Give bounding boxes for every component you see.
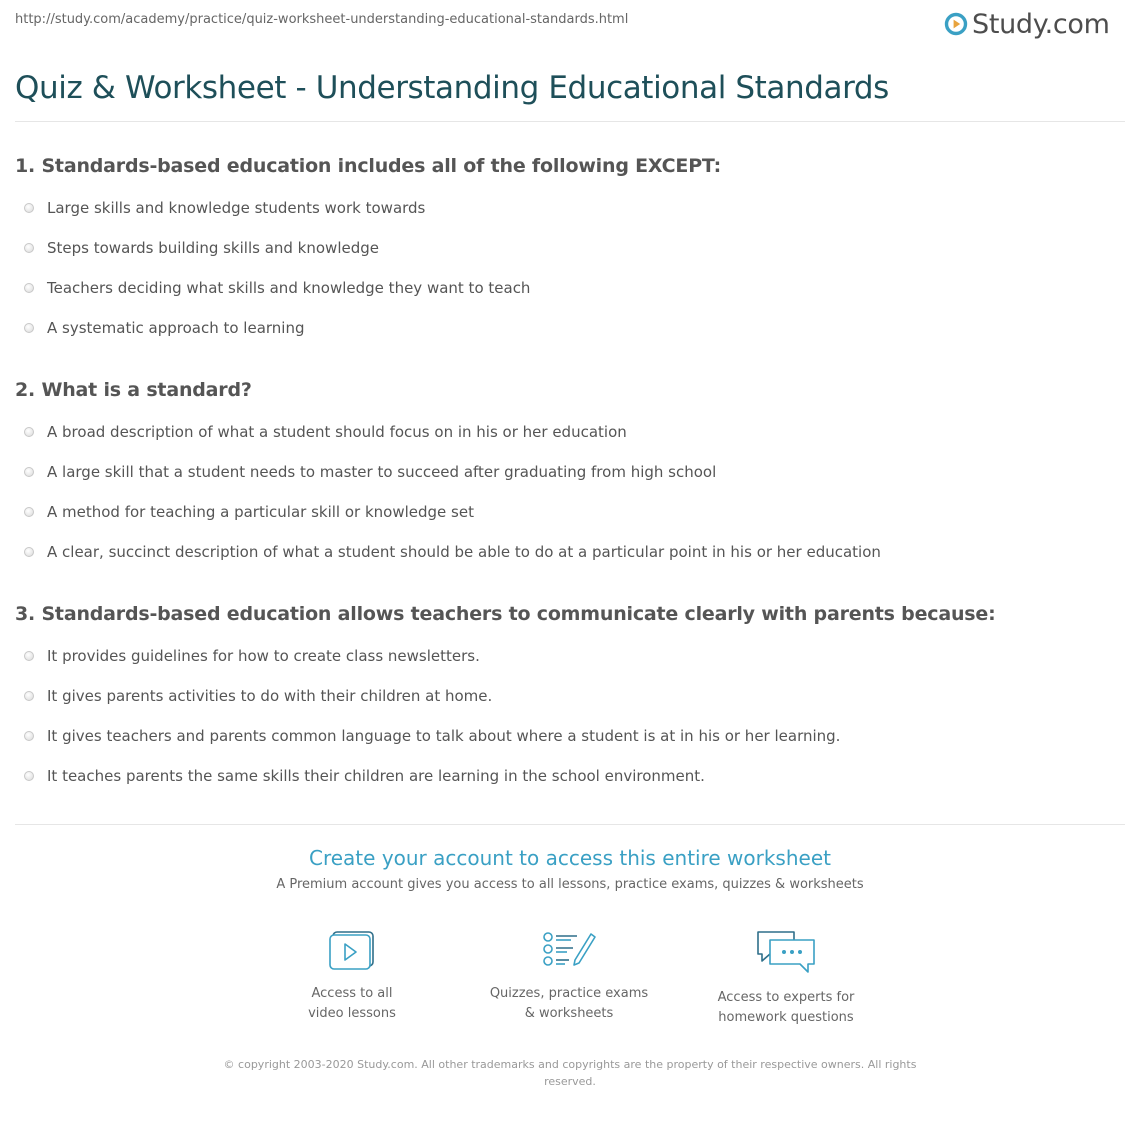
create-account-link[interactable]: Create your account to access this entire worksheet — [309, 846, 831, 870]
question-1-option-4[interactable] — [24, 317, 305, 339]
question-2-option-1[interactable] — [24, 421, 627, 443]
option-label: Steps towards building skills and knowledge — [47, 239, 379, 257]
radio-button[interactable] — [24, 547, 34, 557]
question-2-option-3[interactable] — [24, 501, 474, 523]
feature-label: Access to experts for homework questions — [717, 990, 855, 1025]
cta-subtitle: A Premium account gives you access to all lessons, practice exams, quizzes & worksheets — [276, 877, 864, 892]
feature-label: Access to all video lessons — [308, 986, 396, 1021]
question-3-option-2[interactable] — [24, 685, 492, 707]
feature-label: Quizzes, practice exams & worksheets — [489, 986, 649, 1021]
option-label: It teaches parents the same skills their children are learning in the school environment. — [47, 767, 705, 785]
question-3-option-3[interactable] — [24, 725, 840, 747]
option-label: A broad description of what a student should focus on in his or her education — [47, 423, 627, 441]
option-label: Teachers deciding what skills and knowledge they want to teach — [47, 279, 531, 297]
question-1-option-1[interactable] — [24, 197, 425, 219]
option-label: It gives teachers and parents common language to talk about where a student is at in his or her learning. — [47, 727, 841, 745]
logo-text: Study.com — [972, 8, 1110, 40]
option-label: A large skill that a student needs to master to succeed after graduating from high school — [47, 463, 717, 481]
play-circle-icon — [944, 12, 968, 36]
question-3-option-1[interactable] — [24, 645, 480, 667]
question-2-option-4[interactable] — [24, 541, 881, 563]
radio-button[interactable] — [24, 283, 34, 293]
question-3: 3. Standards-based education allows teachers to communicate clearly with parents because: — [15, 603, 996, 625]
option-label: A clear, succinct description of what a student should be able to do at a particular point in his or her education — [47, 543, 881, 561]
video-lesson-icon — [326, 928, 378, 972]
radio-button[interactable] — [24, 691, 34, 701]
question-3-option-4[interactable] — [24, 765, 705, 787]
page-url: http://study.com/academy/practice/quiz-worksheet-understanding-educational-standards.html — [15, 12, 629, 27]
quiz-checklist-icon — [539, 928, 599, 972]
page-title: Quiz & Worksheet - Understanding Educational Standards — [15, 70, 889, 106]
feature-experts — [686, 928, 886, 1028]
question-1-option-3[interactable] — [24, 277, 530, 299]
feature-quizzes — [469, 928, 669, 1024]
chat-bubbles-icon — [754, 928, 818, 976]
option-label: A systematic approach to learning — [47, 319, 305, 337]
question-2-option-2[interactable] — [24, 461, 716, 483]
radio-button[interactable] — [24, 323, 34, 333]
radio-button[interactable] — [24, 243, 34, 253]
radio-button[interactable] — [24, 507, 34, 517]
option-label: It provides guidelines for how to create class newsletters. — [47, 647, 480, 665]
option-label: A method for teaching a particular skill or knowledge set — [47, 503, 474, 521]
question-1: 1. Standards-based education includes all of the following EXCEPT: — [15, 155, 722, 177]
radio-button[interactable] — [24, 203, 34, 213]
feature-video-lessons — [252, 928, 452, 1024]
radio-button[interactable] — [24, 731, 34, 741]
title-divider — [15, 121, 1125, 122]
radio-button[interactable] — [24, 467, 34, 477]
copyright-notice: © copyright 2003-2020 Study.com. All other trademarks and copyrights are the property of their respective owners. All rights reserved. — [223, 1058, 917, 1088]
section-divider — [15, 824, 1125, 825]
question-1-option-2[interactable] — [24, 237, 379, 259]
study-logo[interactable] — [944, 6, 1110, 42]
radio-button[interactable] — [24, 771, 34, 781]
option-label: It gives parents activities to do with their children at home. — [47, 687, 493, 705]
radio-button[interactable] — [24, 427, 34, 437]
radio-button[interactable] — [24, 651, 34, 661]
question-2: 2. What is a standard? — [15, 379, 252, 401]
option-label: Large skills and knowledge students work towards — [47, 199, 426, 217]
